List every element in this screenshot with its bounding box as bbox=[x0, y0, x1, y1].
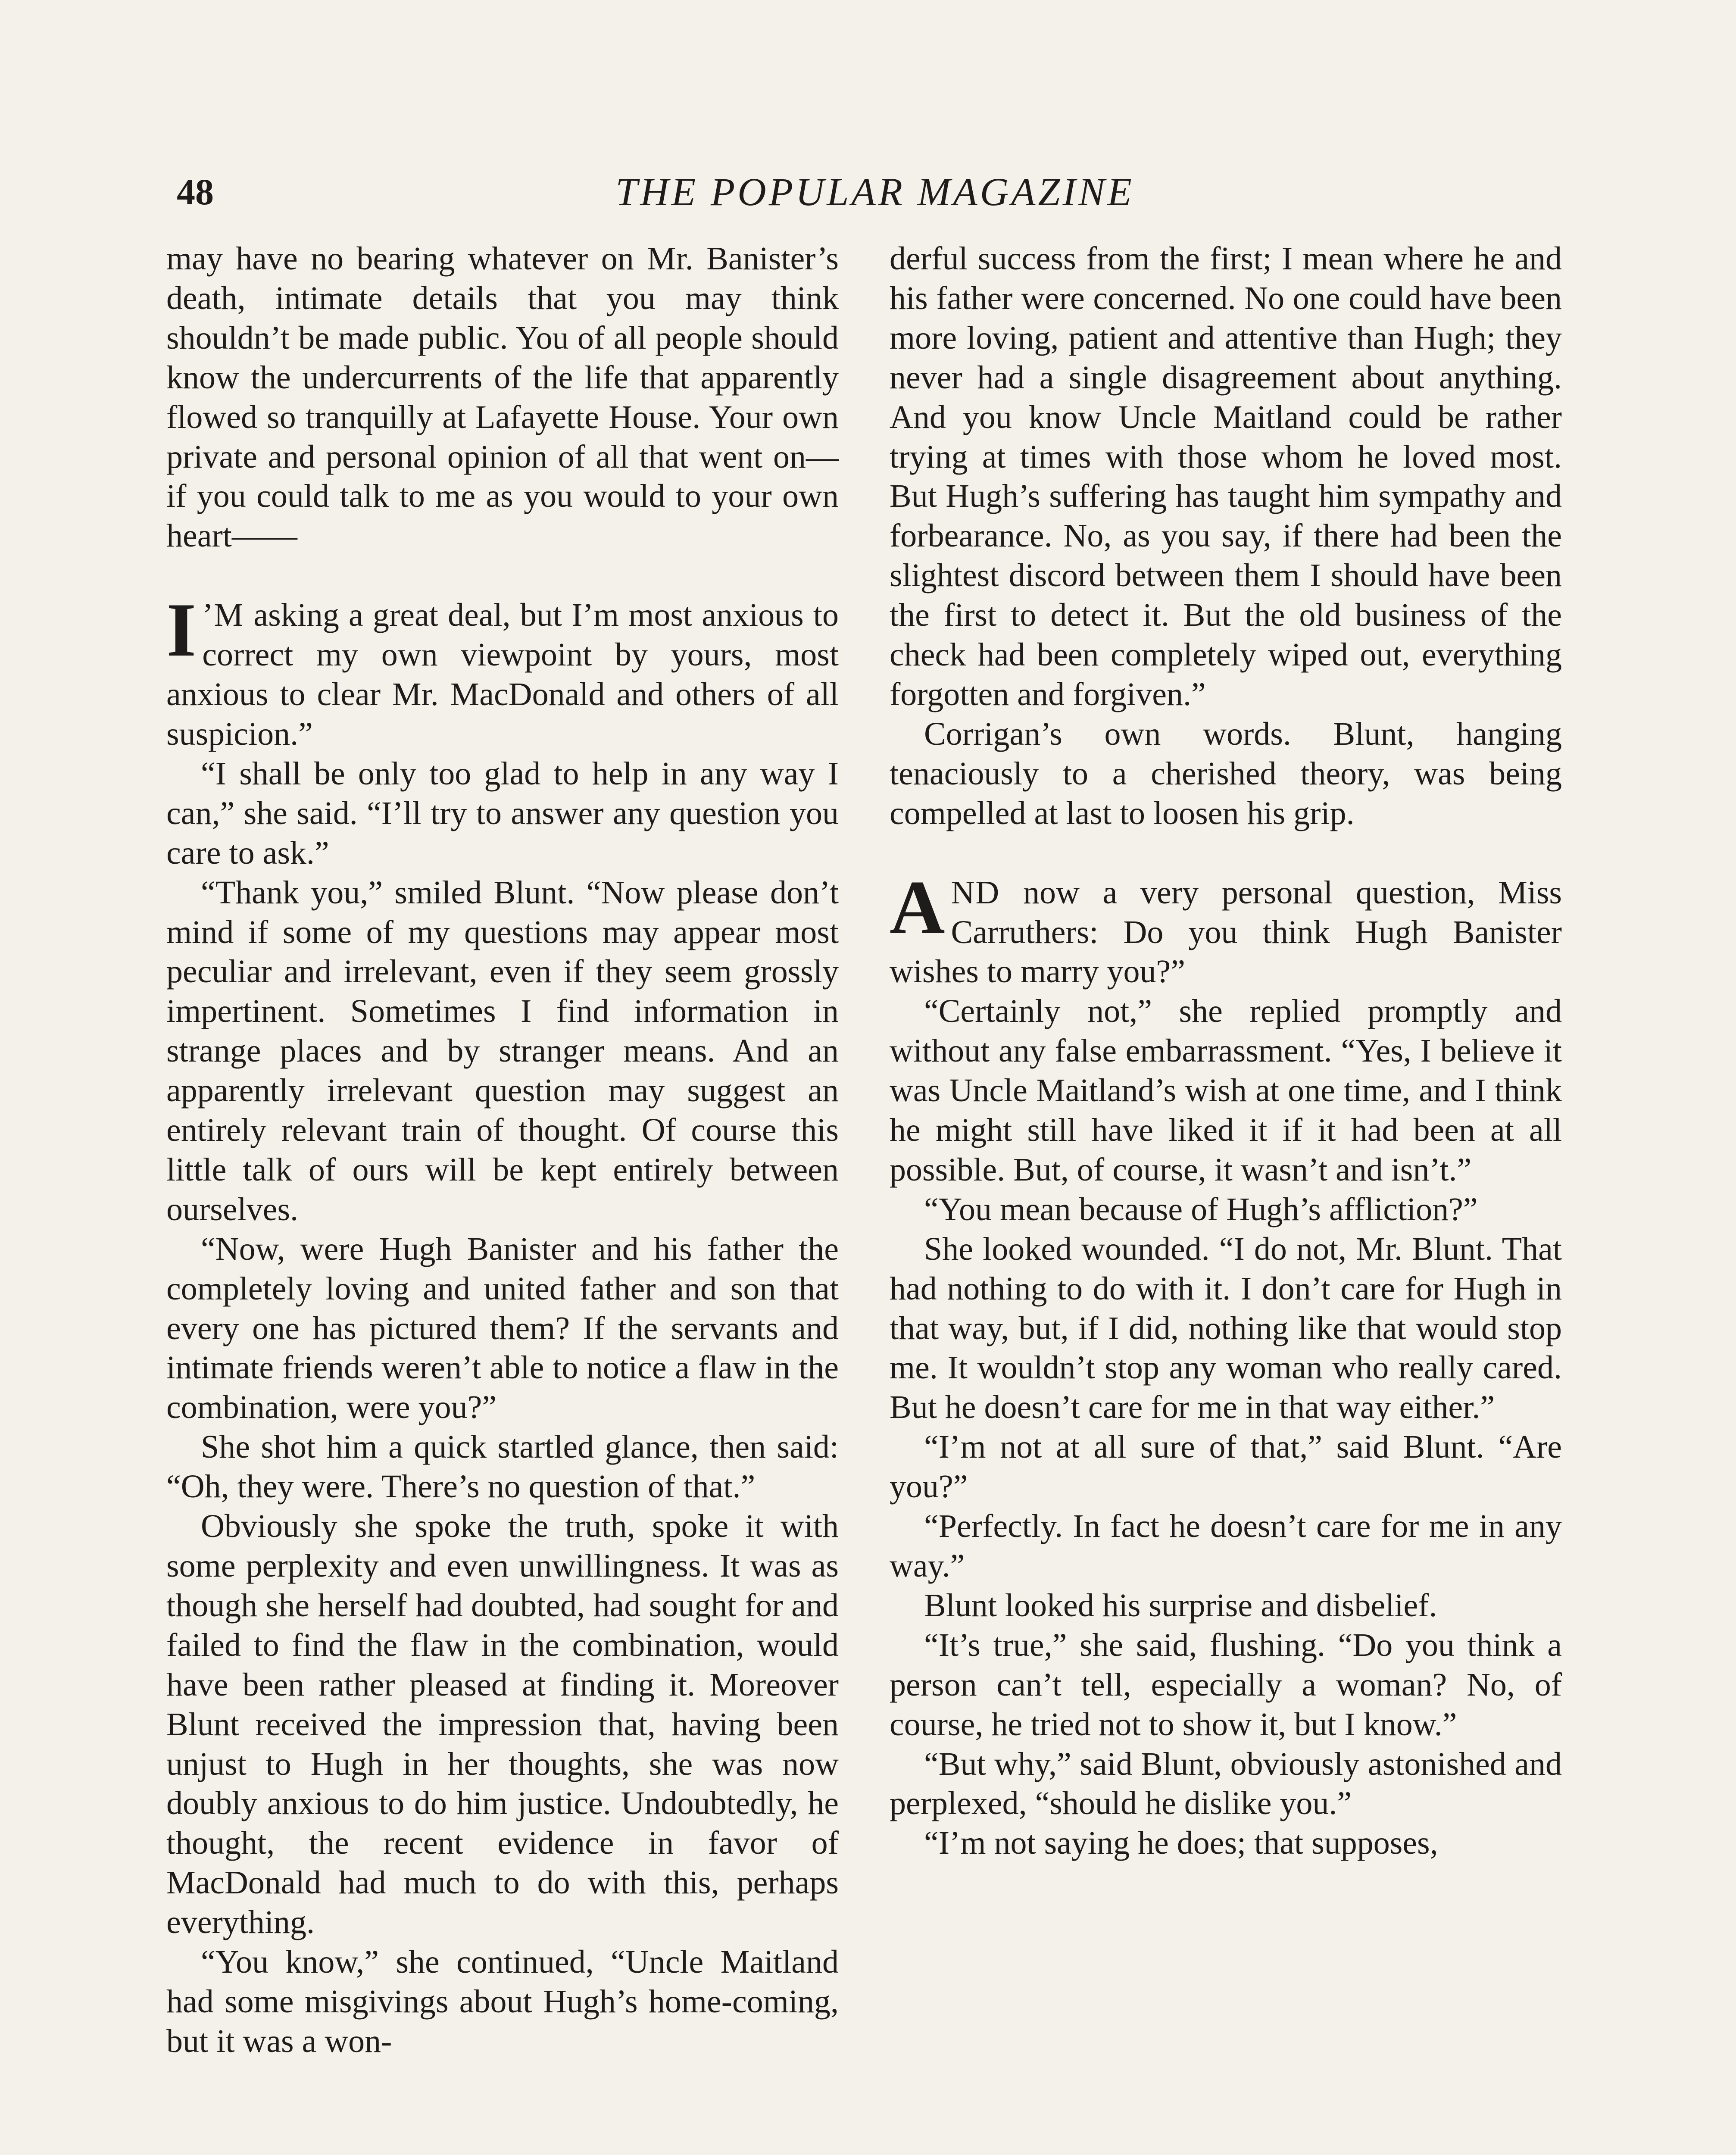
running-head: THE POPULAR MAGAZINE bbox=[615, 170, 1134, 214]
paragraph: “Perfectly. In fact he doesn’t care for me in any way.” bbox=[890, 1508, 1562, 1584]
paragraph: “You mean because of Hugh’s affliction?” bbox=[924, 1191, 1478, 1227]
paragraph-section-start bbox=[890, 864, 1562, 992]
paragraph: may have no bearing whatever on Mr. Banister’s death, intimate details that you may think shouldn’t be made public. You of all people should know the undercurrents of the life that apparently flowed so tranquilly at Lafayette House. Your own private and personal opinion of all that went on—if you could talk to me as you would to your own heart—— bbox=[166, 240, 839, 554]
paragraph-text: asking a great deal, but I’m most anxious to correct my own viewpoint by yours, most anxious to clear Mr. MacDonald and others of all suspicion.” bbox=[166, 597, 839, 752]
paragraph: “But why,” said Blunt, obviously astonished and perplexed, “should he dislike you.” bbox=[890, 1746, 1562, 1822]
paragraph: “Thank you,” smiled Blunt. “Now please don’t mind if some of my questions may appear most peculiar and irrelevant, even if they seem grossly impertinent. Sometimes I find information in strange places and by stranger means. And an apparently irrelevant question may suggest an entirely relevant train of thought. Of course this little talk of ours will be kept entirely between ourselves. bbox=[166, 874, 839, 1227]
paragraph-text: now a very personal question, Miss Carruthers: Do you think Hugh Banister wishes to marry you?” bbox=[890, 874, 1562, 990]
page-number: 48 bbox=[177, 171, 214, 212]
paragraph: “You know,” she continued, “Uncle Maitland had some misgivings about Hugh’s home-coming, but it was a won- bbox=[166, 1944, 839, 2059]
drop-cap: I bbox=[166, 587, 197, 673]
paragraph: “It’s true,” she said, flushing. “Do you think a person can’t tell, especially a woman? No, of course, he tried not to show it, but I know.” bbox=[890, 1627, 1562, 1743]
drop-cap-word: ND bbox=[951, 874, 1000, 911]
paragraph-section-start bbox=[166, 587, 839, 754]
paragraph: Corrigan’s own words. Blunt, hanging tenaciously to a cherished theory, was being compelled at last to loosen his grip. bbox=[890, 715, 1562, 831]
paragraph: “I’m not at all sure of that,” said Blunt. “Are you?” bbox=[890, 1429, 1562, 1505]
paragraph: “Now, were Hugh Banister and his father the completely loving and united father and son that every one has pictured them? If the servants and intimate friends weren’t able to notice a flaw in the combination, were you?” bbox=[166, 1231, 839, 1426]
page-header bbox=[172, 164, 1577, 220]
paragraph: “Certainly not,” she replied promptly and without any false embarrassment. “Yes, I believe it was Uncle Maitland’s wish at one time, and I think he might still have liked it if it had been at all possible. But, of course, it wasn’t and isn’t.” bbox=[890, 993, 1562, 1188]
paragraph: “I’m not saying he does; that supposes, bbox=[924, 1825, 1438, 1861]
paragraph: She shot him a quick startled glance, then said: “Oh, they were. There’s no question of that.” bbox=[166, 1429, 839, 1505]
drop-cap: A bbox=[890, 864, 945, 950]
right-column bbox=[890, 239, 1562, 1863]
paragraph: She looked wounded. “I do not, Mr. Blunt. That had nothing to do with it. I don’t care for Hugh in that way, but, if I did, nothing like that would stop me. It wouldn’t stop any woman who really cared. But he doesn’t care for me in that way either.” bbox=[890, 1231, 1562, 1426]
drop-cap-word: ’M bbox=[202, 597, 244, 634]
left-column bbox=[166, 239, 839, 2061]
paragraph: Obviously she spoke the truth, spoke it with some perplexity and even unwillingness. It was as though she herself had doubted, had sought for and failed to find the flaw in the combination, would have been rather pleased at finding it. Moreover Blunt received the impression that, having been unjust to Hugh in her thoughts, she was now doubly anxious to do him justice. Undoubtedly, he thought, the recent evidence in favor of MacDonald had much to do with this, perhaps everything. bbox=[166, 1508, 839, 1941]
paragraph: Blunt looked his surprise and disbelief. bbox=[924, 1587, 1437, 1624]
paragraph: derful success from the first; I mean where he and his father were concerned. No one could have been more loving, patient and attentive than Hugh; they never had a single disagreement about anything. And you know Uncle Maitland could be rather trying at times with those whom he loved most. But Hugh’s suffering has taught him sympathy and forbearance. No, as you say, if there had been the slightest discord between them I should have been the first to detect it. But the old business of the check had been completely wiped out, everything forgotten and forgiven.” bbox=[890, 240, 1562, 712]
paragraph: “I shall be only too glad to help in any way I can,” she said. “I’ll try to answer any question you care to ask.” bbox=[166, 755, 839, 871]
